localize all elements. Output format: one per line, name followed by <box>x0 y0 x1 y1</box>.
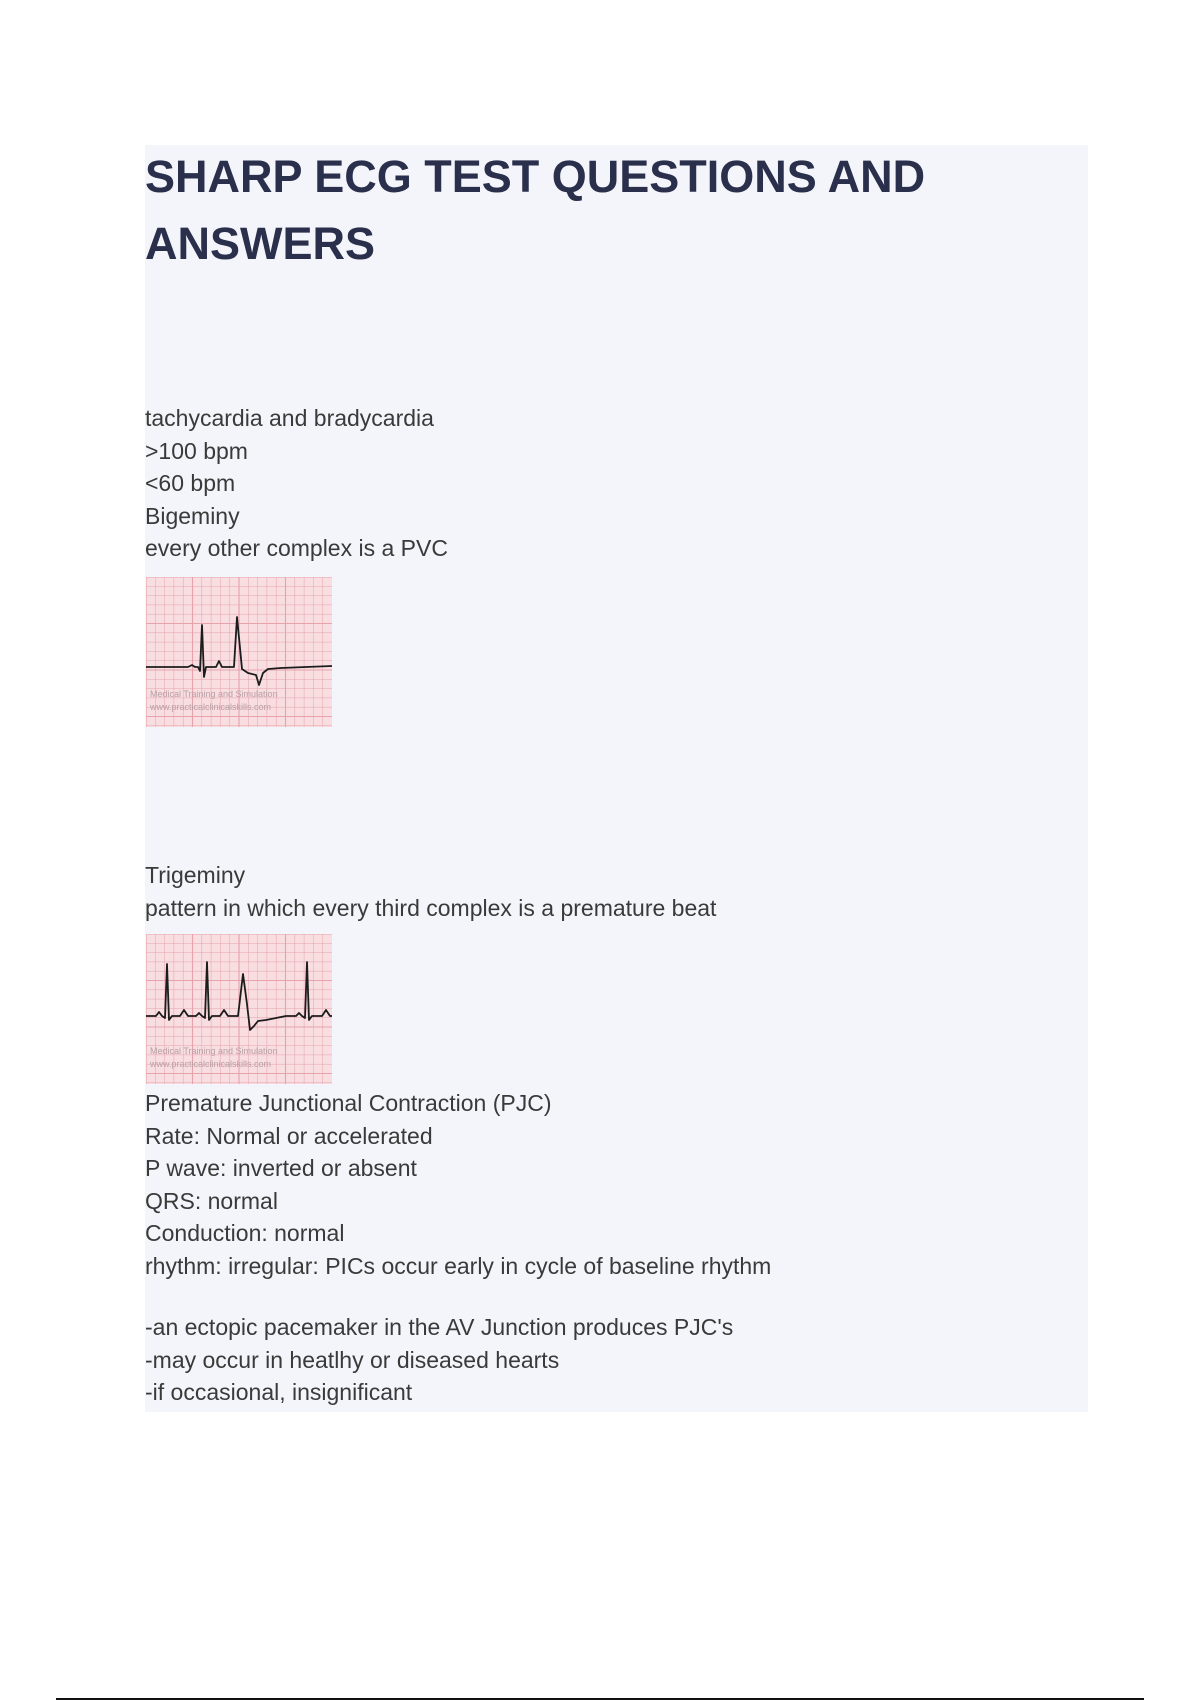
text-line: Premature Junctional Contraction (PJC) <box>145 1090 552 1116</box>
text-line: QRS: normal <box>145 1187 278 1214</box>
text-line: pattern in which every third complex is a premature beat <box>145 894 717 921</box>
ecg-caption: Medical Training and Simulation <box>150 1046 278 1056</box>
text-line: <60 bpm <box>145 470 236 496</box>
text-line: Bigeminy <box>145 502 240 529</box>
text-line: rhythm: irregular: PICs occur early in cycle of baseline rhythm <box>145 1252 772 1279</box>
text-line: Trigeminy <box>145 862 246 888</box>
ecg-caption: www.practicalclinicalskills.com <box>150 702 272 712</box>
ecg-caption: www.practicalclinicalskills.com <box>150 1059 272 1069</box>
text-line: >100 bpm <box>145 437 248 464</box>
pjc-block <box>145 1087 771 1282</box>
text-line: -may occur in heatlhy or diseased hearts <box>145 1346 560 1373</box>
text-line: Conduction: normal <box>145 1220 345 1246</box>
text-line: -an ectopic pacemaker in the AV Junction produces PJC's <box>145 1314 734 1340</box>
pjc-notes-block <box>145 1311 733 1409</box>
definitions-block <box>145 402 448 565</box>
text-line: -if occasional, insignificant <box>145 1379 413 1405</box>
text-line: P wave: inverted or absent <box>145 1155 417 1181</box>
text-line: Rate: Normal or accelerated <box>145 1122 433 1149</box>
ecg-caption: Medical Training and Simulation <box>150 689 278 699</box>
document-title: SHARP ECG TEST QUESTIONS AND ANSWERS <box>145 151 926 269</box>
trigeminy-block <box>145 859 716 924</box>
ecg-strip-bigeminy <box>146 577 332 727</box>
ecg-strip-trigeminy <box>146 934 332 1084</box>
text-line: every other complex is a PVC <box>145 535 448 561</box>
text-line: tachycardia and bradycardia <box>145 405 434 431</box>
faint-watermark <box>500 730 740 760</box>
